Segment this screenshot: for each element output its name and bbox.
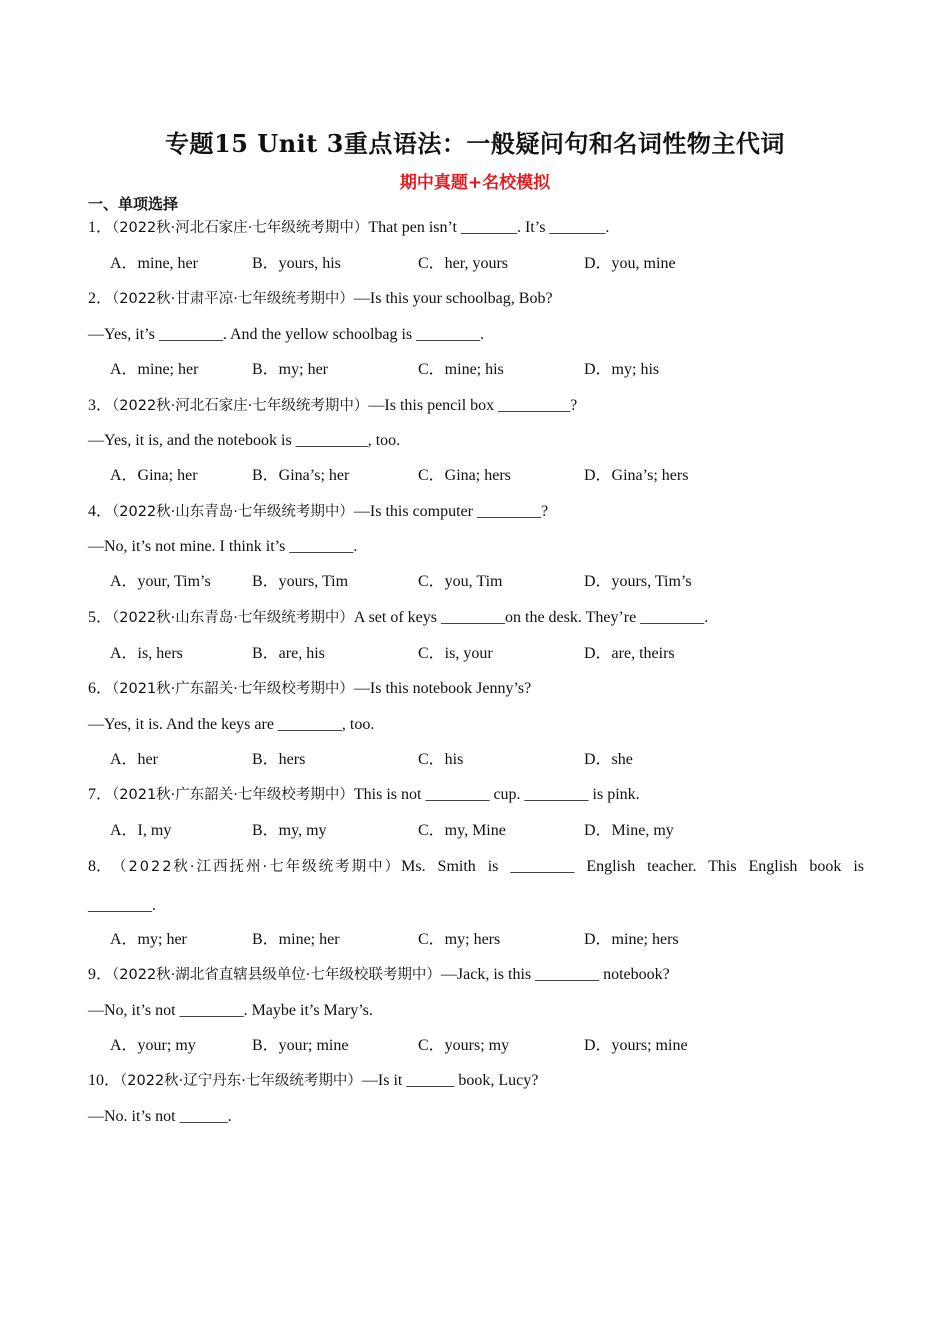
question-number: 10．	[88, 1072, 121, 1089]
option-a: A．I, my	[110, 822, 172, 839]
question-number: 2．	[88, 290, 113, 307]
question-stem: Ms. Smith is ________ English teacher. This English book is	[401, 858, 864, 875]
option-b: B．yours, his	[252, 255, 341, 272]
question-number: 4．	[88, 503, 113, 520]
question-1	[88, 218, 609, 238]
option-d: D．yours; mine	[584, 1037, 688, 1054]
question-stem-line-2: —No. it’s not ______.	[88, 1108, 232, 1125]
question-stem: —Is this your schoolbag, Bob?	[353, 290, 553, 307]
question-9	[88, 965, 670, 985]
option-a: A．her	[110, 751, 158, 768]
question-3	[88, 396, 577, 416]
question-10	[88, 1071, 538, 1091]
question-stem: That pen isn’t _______. It’s _______.	[368, 219, 610, 236]
question-number: 7．	[88, 786, 113, 803]
option-a: A．is, hers	[110, 645, 183, 662]
question-stem-line-2: —No, it’s not mine. I think it’s ________.	[88, 538, 358, 555]
question-number: 8．	[88, 858, 113, 875]
option-c: C．yours; my	[418, 1037, 510, 1054]
option-d: D．Mine, my	[584, 822, 674, 839]
question-source: （2022秋·甘肃平凉·七年级统考期中）	[112, 291, 354, 307]
option-b: B．Gina’s; her	[252, 467, 350, 484]
question-stem-line-2: —Yes, it is. And the keys are ________, too.	[88, 716, 375, 733]
option-d: D．yours, Tim’s	[584, 573, 692, 590]
question-source: （2022秋·江西抚州·七年级统考期中）	[112, 859, 402, 875]
option-a: A．mine, her	[110, 255, 198, 272]
question-8	[88, 857, 864, 877]
question-5	[88, 608, 708, 628]
option-c: C．his	[418, 751, 464, 768]
option-d: D．she	[584, 751, 633, 768]
question-number: 5．	[88, 609, 113, 626]
question-number: 9．	[88, 966, 113, 983]
question-2	[88, 289, 553, 309]
question-source: （2022秋·湖北省直辖县级单位·七年级校联考期中）	[112, 967, 441, 983]
option-c: C．Gina; hers	[418, 467, 511, 484]
question-stem: A set of keys ________on the desk. They’re ________.	[353, 609, 709, 626]
question-source: （2021秋·广东韶关·七年级校考期中）	[112, 681, 354, 697]
question-stem: —Is it ______ book, Lucy?	[361, 1072, 539, 1089]
question-6	[88, 679, 531, 699]
option-b: B．mine; her	[252, 931, 340, 948]
question-number: 3．	[88, 397, 113, 414]
question-number: 1．	[88, 219, 113, 236]
question-source: （2022秋·河北石家庄·七年级统考期中）	[112, 398, 369, 414]
option-b: B．my; her	[252, 361, 328, 378]
section-heading: 一、单项选择	[88, 195, 179, 213]
question-source: （2022秋·河北石家庄·七年级统考期中）	[112, 220, 369, 236]
option-b: B．are, his	[252, 645, 325, 662]
question-4	[88, 502, 548, 522]
option-d: D．my; his	[584, 361, 660, 378]
option-b: B．yours, Tim	[252, 573, 349, 590]
question-stem: —Is this computer ________?	[353, 503, 549, 520]
question-source: （2022秋·山东青岛·七年级统考期中）	[112, 610, 354, 626]
option-a: A．my; her	[110, 931, 187, 948]
option-b: B．hers	[252, 751, 306, 768]
option-d: D．mine; hers	[584, 931, 679, 948]
option-c: C．mine; his	[418, 361, 504, 378]
question-stem: This is not ________ cup. ________ is pink.	[353, 786, 640, 803]
option-c: C．my, Mine	[418, 822, 506, 839]
question-stem-line-2: —Yes, it is, and the notebook is _________, too.	[88, 432, 401, 449]
option-a: A．your; my	[110, 1037, 196, 1054]
option-a: A．Gina; her	[110, 467, 198, 484]
question-source: （2022秋·辽宁丹东·七年级统考期中）	[120, 1073, 362, 1089]
option-b: B．your; mine	[252, 1037, 349, 1054]
question-stem-line-2: —Yes, it’s ________. And the yellow schoolbag is ________.	[88, 326, 485, 343]
question-7	[88, 785, 640, 805]
question-stem-line-2: —No, it’s not ________. Maybe it’s Mary’s.	[88, 1002, 373, 1019]
option-c: C．my; hers	[418, 931, 501, 948]
option-c: C．you, Tim	[418, 573, 503, 590]
page-title: 专题15 Unit 3重点语法：一般疑问句和名词性物主代词	[165, 129, 785, 158]
option-d: D．are, theirs	[584, 645, 675, 662]
question-source: （2022秋·山东青岛·七年级统考期中）	[112, 504, 354, 520]
question-stem: —Is this pencil box _________?	[368, 397, 578, 414]
question-source: （2021秋·广东韶关·七年级校考期中）	[112, 787, 354, 803]
page-subtitle: 期中真题+名校模拟	[399, 173, 551, 193]
question-stem: —Jack, is this ________ notebook?	[440, 966, 670, 983]
option-d: D．Gina’s; hers	[584, 467, 689, 484]
question-number: 6．	[88, 680, 113, 697]
option-d: D．you, mine	[584, 255, 676, 272]
option-a: A．mine; her	[110, 361, 199, 378]
question-stem-line-2: ________.	[88, 897, 156, 914]
question-stem: —Is this notebook Jenny’s?	[353, 680, 532, 697]
option-c: C．her, yours	[418, 255, 509, 272]
option-b: B．my, my	[252, 822, 327, 839]
option-a: A．your, Tim’s	[110, 573, 211, 590]
option-c: C．is, your	[418, 645, 493, 662]
